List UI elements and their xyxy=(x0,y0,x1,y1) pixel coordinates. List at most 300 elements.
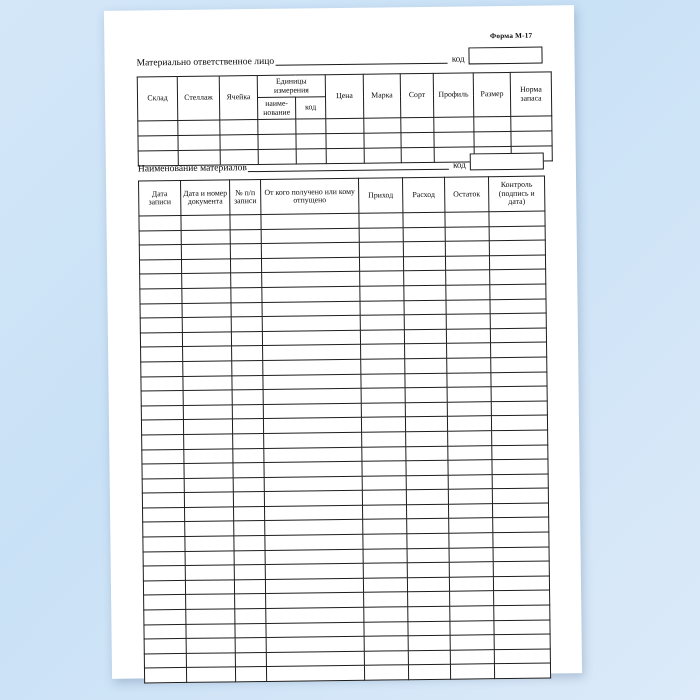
col-norma-zapasa: Норма запаса xyxy=(510,72,552,116)
cell[interactable] xyxy=(265,520,363,536)
cell[interactable] xyxy=(408,635,450,650)
cell[interactable] xyxy=(184,492,233,507)
cell[interactable] xyxy=(491,415,547,430)
cell[interactable] xyxy=(405,344,447,359)
cell[interactable] xyxy=(364,665,408,680)
cell[interactable] xyxy=(492,430,548,445)
cell[interactable] xyxy=(230,244,261,259)
col-yacheyka: Ячейка xyxy=(219,76,258,120)
cell[interactable] xyxy=(494,620,550,635)
cell[interactable] xyxy=(474,131,511,146)
cell[interactable] xyxy=(235,594,266,609)
cell[interactable] xyxy=(262,286,360,302)
cell[interactable] xyxy=(359,213,403,228)
cell[interactable] xyxy=(263,374,361,390)
cell[interactable] xyxy=(449,533,493,548)
cell[interactable] xyxy=(234,536,265,551)
cell[interactable] xyxy=(359,227,403,242)
cell[interactable] xyxy=(362,475,406,490)
cell[interactable] xyxy=(142,449,184,464)
cell[interactable] xyxy=(450,606,494,621)
cell[interactable] xyxy=(491,342,547,357)
cell[interactable] xyxy=(446,285,490,300)
cell[interactable] xyxy=(140,332,182,347)
col-rashod: Расход xyxy=(402,177,444,213)
cell[interactable] xyxy=(235,608,266,623)
cell[interactable] xyxy=(185,580,234,595)
cell[interactable] xyxy=(182,273,231,288)
cell[interactable] xyxy=(364,607,408,622)
cell[interactable] xyxy=(363,534,407,549)
cell[interactable] xyxy=(182,302,231,317)
cell[interactable] xyxy=(493,532,549,547)
cell[interactable] xyxy=(220,120,258,135)
cell[interactable] xyxy=(230,214,261,229)
responsible-person-code-box[interactable] xyxy=(468,47,542,65)
cell[interactable] xyxy=(231,331,262,346)
cell[interactable] xyxy=(232,404,263,419)
cell[interactable] xyxy=(361,373,405,388)
cell[interactable] xyxy=(144,639,186,654)
cell[interactable] xyxy=(234,550,265,565)
cell[interactable] xyxy=(445,241,489,256)
cell[interactable] xyxy=(364,592,408,607)
cell[interactable] xyxy=(362,446,406,461)
cell[interactable] xyxy=(490,328,546,343)
cell[interactable] xyxy=(489,226,545,241)
cell[interactable] xyxy=(262,315,360,331)
document-content xyxy=(136,32,549,649)
cell[interactable] xyxy=(183,361,232,376)
cell[interactable] xyxy=(261,242,359,258)
cell[interactable] xyxy=(261,228,359,244)
cell[interactable] xyxy=(492,503,548,518)
cell[interactable] xyxy=(408,621,450,636)
cell[interactable] xyxy=(263,403,361,419)
cell[interactable] xyxy=(186,594,235,609)
cell[interactable] xyxy=(184,463,233,478)
cell[interactable] xyxy=(447,401,491,416)
cell[interactable] xyxy=(447,343,491,358)
cell[interactable] xyxy=(235,638,266,653)
cell[interactable] xyxy=(408,606,450,621)
cell[interactable] xyxy=(140,274,182,289)
cell[interactable] xyxy=(359,257,403,272)
col-stellazh: Стеллаж xyxy=(177,76,220,121)
material-name-fill-line[interactable] xyxy=(248,158,449,172)
cell[interactable] xyxy=(143,507,185,522)
cell[interactable] xyxy=(141,420,183,435)
cell[interactable] xyxy=(448,460,492,475)
cell[interactable] xyxy=(406,504,448,519)
cell[interactable] xyxy=(448,504,492,519)
cell[interactable] xyxy=(326,133,364,148)
cell[interactable] xyxy=(230,258,261,273)
cell[interactable] xyxy=(266,636,364,652)
cell[interactable] xyxy=(142,493,184,508)
cell[interactable] xyxy=(490,299,546,314)
cell[interactable] xyxy=(361,359,405,374)
cell[interactable] xyxy=(490,313,546,328)
cell[interactable] xyxy=(363,578,407,593)
cell[interactable] xyxy=(449,547,493,562)
cell[interactable] xyxy=(445,226,489,241)
cell[interactable] xyxy=(183,419,232,434)
cell[interactable] xyxy=(405,387,447,402)
cell[interactable] xyxy=(230,229,261,244)
cell[interactable] xyxy=(184,434,233,449)
cell[interactable] xyxy=(258,119,296,134)
cell[interactable] xyxy=(449,562,493,577)
cell[interactable] xyxy=(233,492,264,507)
cell[interactable] xyxy=(448,489,492,504)
cell[interactable] xyxy=(408,650,450,665)
cell[interactable] xyxy=(262,330,360,346)
cell[interactable] xyxy=(183,405,232,420)
cell[interactable] xyxy=(403,241,445,256)
cell[interactable] xyxy=(362,505,406,520)
cell[interactable] xyxy=(181,215,230,230)
cell[interactable] xyxy=(234,579,265,594)
cell[interactable] xyxy=(445,255,489,270)
cell[interactable] xyxy=(266,593,364,609)
cell[interactable] xyxy=(447,416,491,431)
col-edinicy-izmereniya: Единицы измерения xyxy=(257,75,325,98)
cell[interactable] xyxy=(140,303,182,318)
cell[interactable] xyxy=(407,519,449,534)
cell[interactable] xyxy=(141,361,183,376)
cell[interactable] xyxy=(258,134,296,149)
cell[interactable] xyxy=(232,375,263,390)
cell[interactable] xyxy=(450,664,494,679)
cell[interactable] xyxy=(404,285,446,300)
cell[interactable] xyxy=(261,257,359,273)
cell[interactable] xyxy=(491,386,547,401)
cell[interactable] xyxy=(142,464,184,479)
cell[interactable] xyxy=(492,459,548,474)
cell[interactable] xyxy=(406,446,448,461)
col-kontrol: Контроль (подпись и дата) xyxy=(488,176,544,212)
cell[interactable] xyxy=(448,431,492,446)
cell[interactable] xyxy=(143,551,185,566)
cell[interactable] xyxy=(141,391,183,406)
cell[interactable] xyxy=(234,565,265,580)
cell[interactable] xyxy=(359,242,403,257)
cell[interactable] xyxy=(178,135,220,151)
cell[interactable] xyxy=(185,507,234,522)
col-sklad: Склад xyxy=(137,77,178,121)
cell[interactable] xyxy=(263,345,361,361)
cell[interactable] xyxy=(361,417,405,432)
cell[interactable] xyxy=(231,302,262,317)
cell[interactable] xyxy=(360,271,404,286)
cell[interactable] xyxy=(491,401,547,416)
cell[interactable] xyxy=(265,549,363,565)
cell[interactable] xyxy=(363,563,407,578)
cell[interactable] xyxy=(181,259,230,274)
cell[interactable] xyxy=(364,651,408,666)
cell[interactable] xyxy=(232,390,263,405)
responsible-person-caption: Материально ответственное лицо xyxy=(136,55,275,69)
cell[interactable] xyxy=(264,476,362,492)
cell[interactable] xyxy=(362,432,406,447)
cell[interactable] xyxy=(263,359,361,375)
cell[interactable] xyxy=(404,329,446,344)
cell[interactable] xyxy=(143,580,185,595)
cell[interactable] xyxy=(265,578,363,594)
cell[interactable] xyxy=(446,270,490,285)
cell[interactable] xyxy=(491,372,547,387)
cell[interactable] xyxy=(363,519,407,534)
cell[interactable] xyxy=(233,463,264,478)
cell[interactable] xyxy=(446,314,490,329)
cell[interactable] xyxy=(262,272,360,288)
cell[interactable] xyxy=(449,518,493,533)
cell[interactable] xyxy=(446,328,490,343)
cell[interactable] xyxy=(264,491,362,507)
cell[interactable] xyxy=(266,622,364,638)
cell[interactable] xyxy=(261,213,359,229)
cell[interactable] xyxy=(183,375,232,390)
responsible-person-fill-line[interactable] xyxy=(275,52,448,66)
cell[interactable] xyxy=(235,652,266,667)
cell[interactable] xyxy=(407,533,449,548)
cell[interactable] xyxy=(492,474,548,489)
cell[interactable] xyxy=(360,286,404,301)
responsible-person-kod-label: код xyxy=(451,53,465,64)
col-profil: Профиль xyxy=(433,73,474,117)
cell[interactable] xyxy=(489,255,545,270)
cell[interactable] xyxy=(490,269,546,284)
cell[interactable] xyxy=(263,388,361,404)
cell[interactable] xyxy=(406,490,448,505)
cell[interactable] xyxy=(139,259,181,274)
cell[interactable] xyxy=(264,461,362,477)
cell[interactable] xyxy=(141,347,183,362)
cell[interactable] xyxy=(493,517,549,532)
cell[interactable] xyxy=(491,357,547,372)
cell[interactable] xyxy=(185,521,234,536)
cell[interactable] xyxy=(185,551,234,566)
cell[interactable] xyxy=(231,317,262,332)
movement-ledger-body xyxy=(139,211,551,683)
cell[interactable] xyxy=(511,131,552,146)
cell[interactable] xyxy=(404,271,446,286)
cell[interactable] xyxy=(233,477,264,492)
cell[interactable] xyxy=(364,118,401,133)
cell[interactable] xyxy=(184,448,233,463)
cell[interactable] xyxy=(186,623,235,638)
cell[interactable] xyxy=(407,577,449,592)
cell[interactable] xyxy=(492,445,548,460)
cell[interactable] xyxy=(492,488,548,503)
cell[interactable] xyxy=(446,299,490,314)
cell[interactable] xyxy=(138,121,178,136)
cell[interactable] xyxy=(445,212,489,227)
cell[interactable] xyxy=(408,665,450,680)
cell[interactable] xyxy=(186,653,235,668)
cell[interactable] xyxy=(403,227,445,242)
cell[interactable] xyxy=(401,117,434,132)
cell[interactable] xyxy=(144,668,186,683)
cell[interactable] xyxy=(405,373,447,388)
cell[interactable] xyxy=(494,590,550,605)
cell[interactable] xyxy=(493,576,549,591)
cell[interactable] xyxy=(434,132,474,147)
col-ot-kogo-polucheno: От кого получено или кому отпущено xyxy=(261,178,359,214)
cell[interactable] xyxy=(362,490,406,505)
cell[interactable] xyxy=(408,592,450,607)
cell[interactable] xyxy=(181,244,230,259)
cell[interactable] xyxy=(266,607,364,623)
cell[interactable] xyxy=(266,666,364,682)
cell[interactable] xyxy=(235,667,266,682)
cell[interactable] xyxy=(234,521,265,536)
cell[interactable] xyxy=(405,358,447,373)
cell[interactable] xyxy=(364,621,408,636)
cell[interactable] xyxy=(326,118,364,133)
cell[interactable] xyxy=(232,360,263,375)
cell[interactable] xyxy=(185,565,234,580)
cell[interactable] xyxy=(265,564,363,580)
cell[interactable] xyxy=(181,229,230,244)
cell[interactable] xyxy=(139,230,181,245)
cell[interactable] xyxy=(143,522,185,537)
cell[interactable] xyxy=(233,433,264,448)
cell[interactable] xyxy=(231,287,262,302)
cell[interactable] xyxy=(144,624,186,639)
cell[interactable] xyxy=(403,256,445,271)
cell[interactable] xyxy=(144,609,186,624)
material-name-code-box[interactable] xyxy=(470,153,544,171)
cell[interactable] xyxy=(450,620,494,635)
cell[interactable] xyxy=(232,346,263,361)
cell[interactable] xyxy=(184,478,233,493)
material-name-caption: Наименование материалов xyxy=(137,162,247,175)
cell[interactable] xyxy=(404,300,446,315)
cell[interactable] xyxy=(406,431,448,446)
cell[interactable] xyxy=(263,418,361,434)
cell[interactable] xyxy=(450,649,494,664)
cell[interactable] xyxy=(141,405,183,420)
col-ostatok: Остаток xyxy=(444,177,488,213)
cell[interactable] xyxy=(182,332,231,347)
cell[interactable] xyxy=(235,623,266,638)
cell[interactable] xyxy=(182,288,231,303)
cell[interactable] xyxy=(296,134,326,149)
cell[interactable] xyxy=(447,387,491,402)
cell[interactable] xyxy=(493,561,549,576)
cell[interactable] xyxy=(262,301,360,317)
cell[interactable] xyxy=(448,445,492,460)
cell[interactable] xyxy=(183,390,232,405)
cell[interactable] xyxy=(233,448,264,463)
cell[interactable] xyxy=(143,566,185,581)
col-marka: Марка xyxy=(363,74,401,118)
cell[interactable] xyxy=(142,434,184,449)
cell[interactable] xyxy=(363,548,407,563)
cell[interactable] xyxy=(406,460,448,475)
cell[interactable] xyxy=(450,591,494,606)
cell[interactable] xyxy=(361,402,405,417)
cell[interactable] xyxy=(143,537,185,552)
cell[interactable] xyxy=(447,372,491,387)
cell[interactable] xyxy=(511,116,552,131)
cell[interactable] xyxy=(183,346,232,361)
cell[interactable] xyxy=(361,344,405,359)
cell[interactable] xyxy=(405,402,447,417)
cell[interactable] xyxy=(140,318,182,333)
cell[interactable] xyxy=(296,119,326,134)
cell[interactable] xyxy=(140,288,182,303)
cell[interactable] xyxy=(182,317,231,332)
col-cena: Цена xyxy=(325,74,364,118)
cell[interactable] xyxy=(141,376,183,391)
cell[interactable] xyxy=(360,300,404,315)
cell[interactable] xyxy=(185,536,234,551)
cell[interactable] xyxy=(407,548,449,563)
cell[interactable] xyxy=(490,284,546,299)
cell[interactable] xyxy=(139,215,181,230)
cell[interactable] xyxy=(450,635,494,650)
cell[interactable] xyxy=(178,120,220,136)
cell[interactable] xyxy=(449,577,493,592)
cell[interactable] xyxy=(362,461,406,476)
cell[interactable] xyxy=(403,212,445,227)
cell[interactable] xyxy=(494,649,550,664)
cell[interactable] xyxy=(401,132,434,147)
cell[interactable] xyxy=(474,116,511,131)
cell[interactable] xyxy=(264,447,362,463)
cell[interactable] xyxy=(407,562,449,577)
col-kod: код xyxy=(296,97,326,119)
cell[interactable] xyxy=(404,314,446,329)
cell[interactable] xyxy=(144,595,186,610)
cell[interactable] xyxy=(186,667,235,682)
cell[interactable] xyxy=(265,534,363,550)
cell[interactable] xyxy=(139,245,181,260)
cell[interactable] xyxy=(266,651,364,667)
cell[interactable] xyxy=(186,638,235,653)
cell[interactable] xyxy=(232,419,263,434)
cell[interactable] xyxy=(220,135,258,150)
cell[interactable] xyxy=(434,117,474,132)
cell[interactable] xyxy=(493,547,549,562)
cell[interactable] xyxy=(265,505,363,521)
cell[interactable] xyxy=(142,478,184,493)
cell[interactable] xyxy=(489,240,545,255)
cell[interactable] xyxy=(234,506,265,521)
cell[interactable] xyxy=(364,636,408,651)
cell[interactable] xyxy=(447,358,491,373)
cell[interactable] xyxy=(360,329,404,344)
cell[interactable] xyxy=(494,634,550,649)
cell[interactable] xyxy=(138,136,178,151)
cell[interactable] xyxy=(448,474,492,489)
cell[interactable] xyxy=(494,605,550,620)
cell[interactable] xyxy=(361,388,405,403)
cell[interactable] xyxy=(144,653,186,668)
cell[interactable] xyxy=(364,133,401,148)
cell[interactable] xyxy=(406,475,448,490)
cell[interactable] xyxy=(231,273,262,288)
cell[interactable] xyxy=(360,315,404,330)
cell[interactable] xyxy=(264,432,362,448)
cell[interactable] xyxy=(494,663,550,678)
cell[interactable] xyxy=(489,211,545,226)
cell[interactable] xyxy=(405,417,447,432)
cell[interactable] xyxy=(186,609,235,624)
